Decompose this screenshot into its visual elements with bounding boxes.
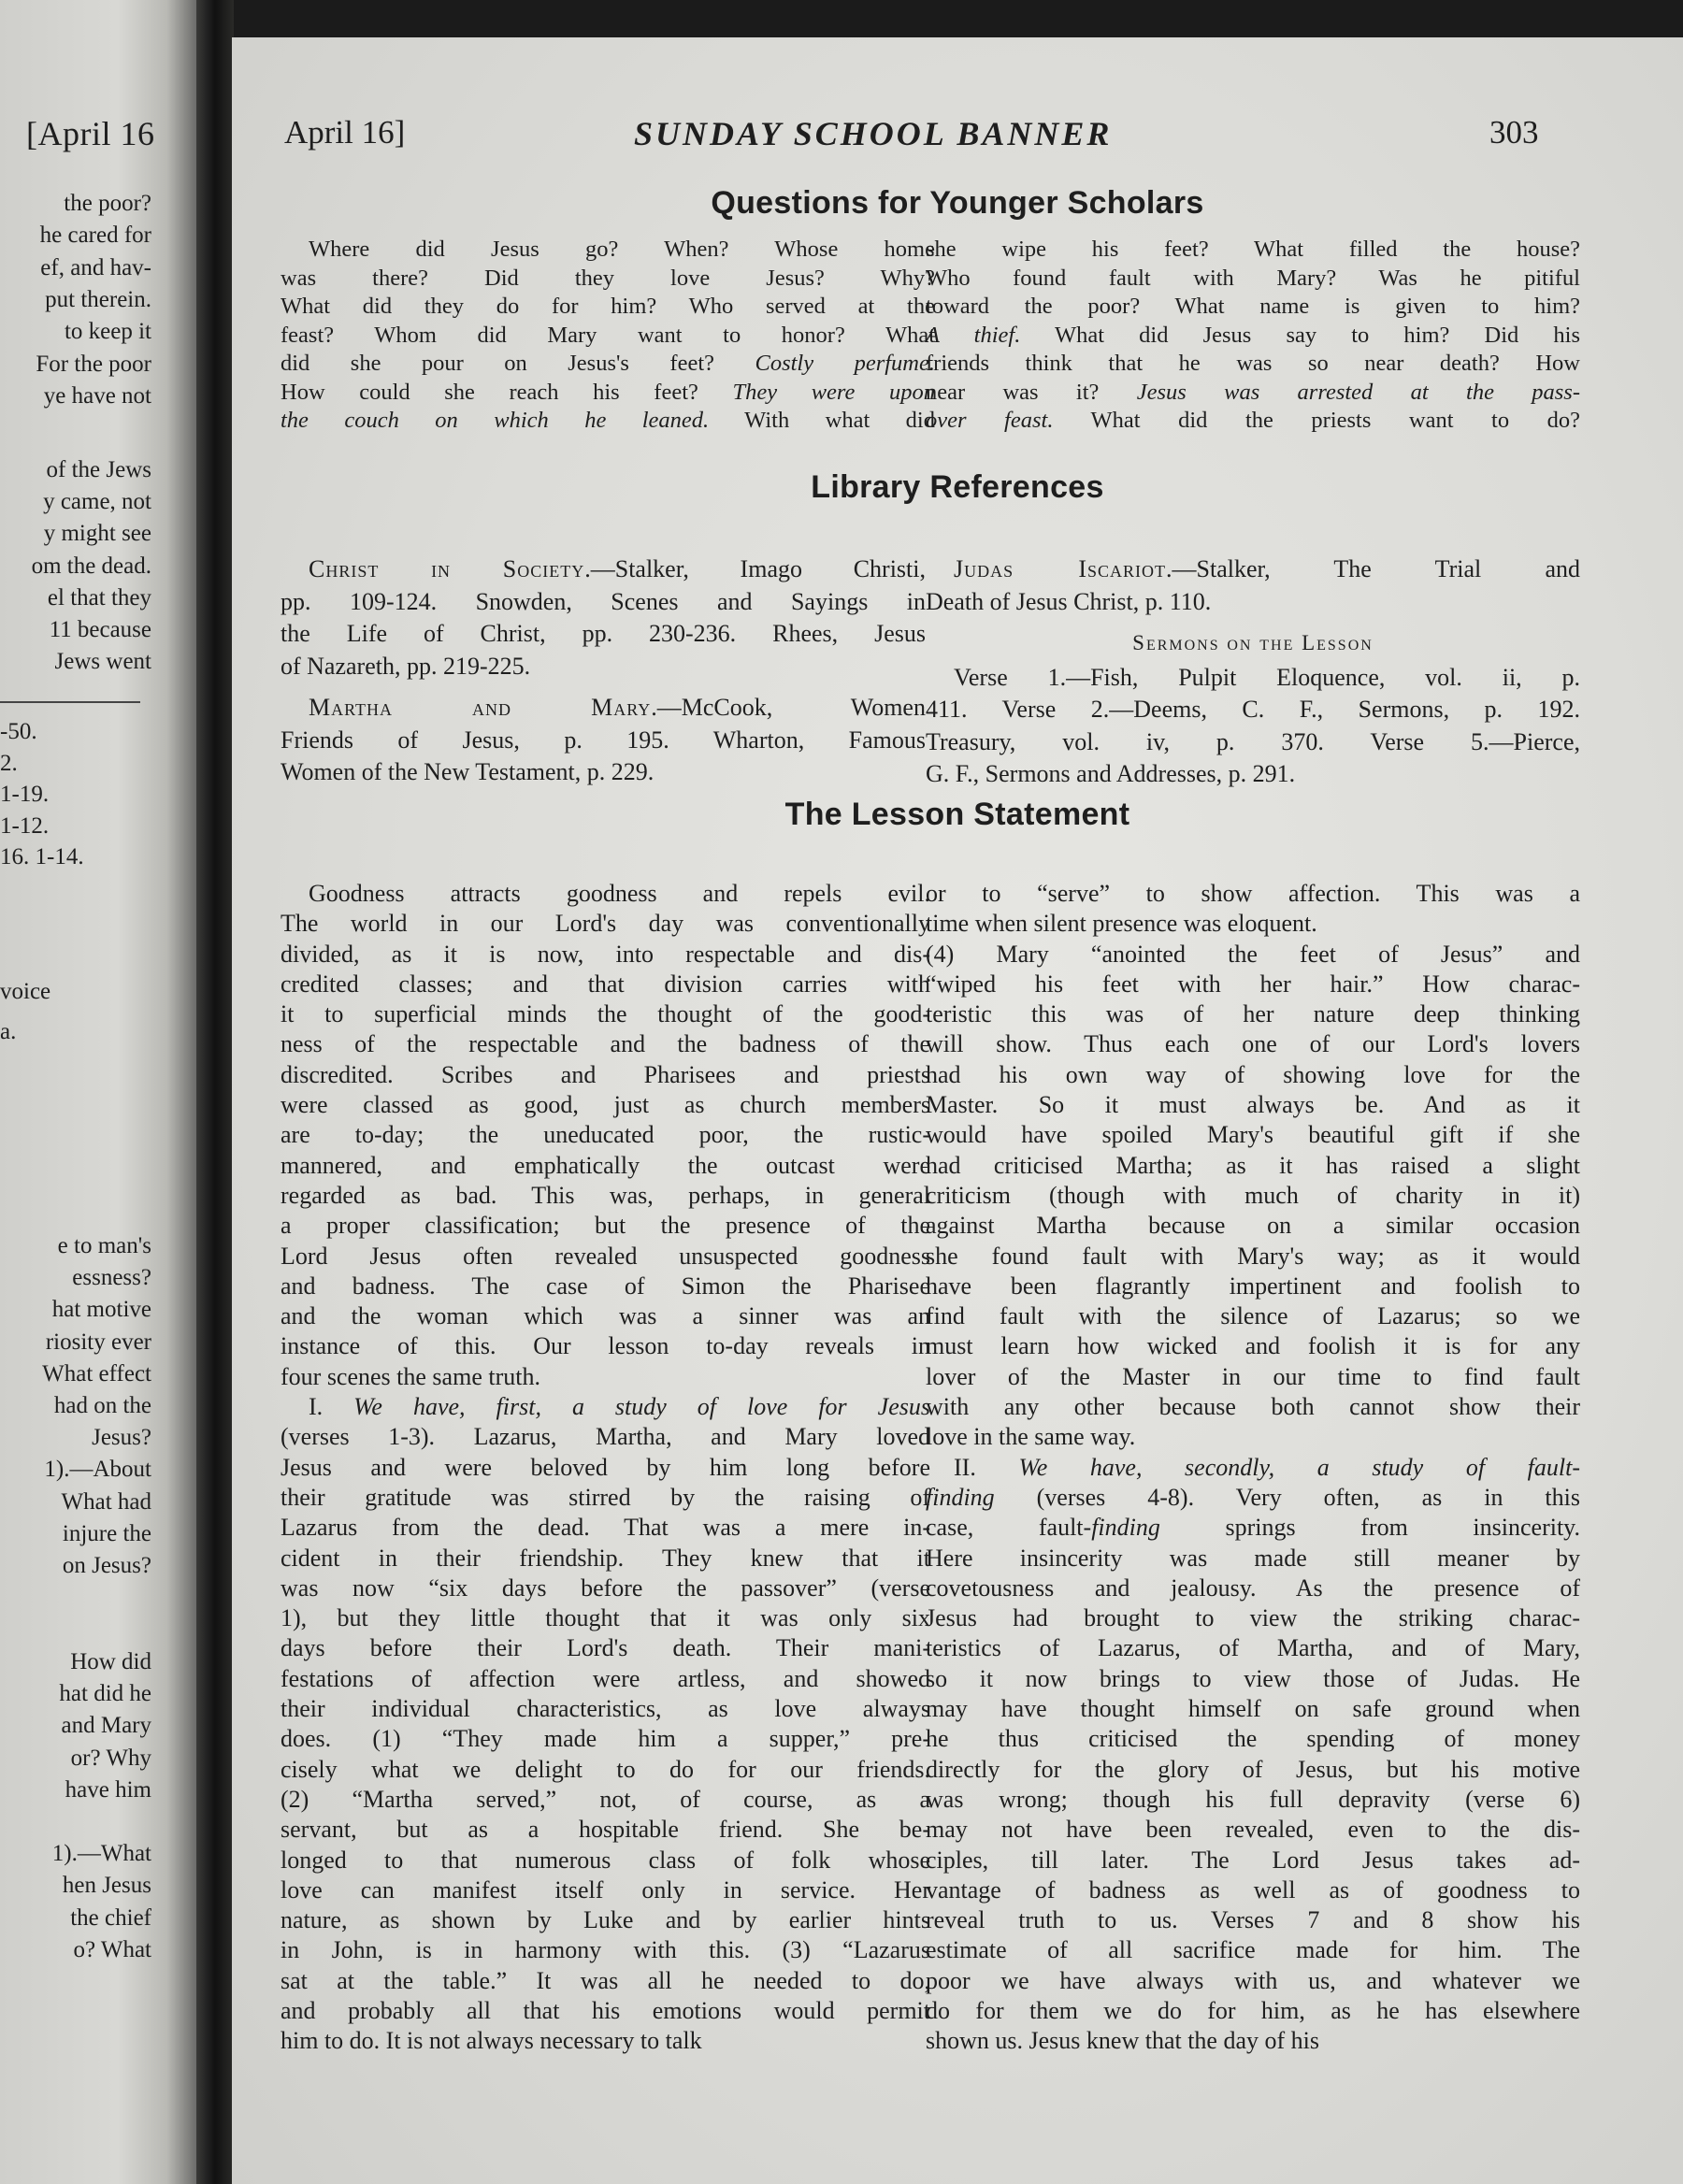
left-page-line: y came, not [43, 489, 151, 515]
left-page-line: 1-12. [0, 812, 50, 839]
text-line: does. (1) “They made him a supper,” pre- [280, 1725, 930, 1753]
text-line: would have spoiled Mary's beautiful gift if she [926, 1121, 1580, 1149]
text-line: Who found fault with Mary? Was he pitiful [926, 265, 1580, 291]
text-line: 411. Verse 2.—Deems, C. F., Sermons, p. 192. [926, 696, 1580, 723]
text-line: festations of affection were artless, and showed [280, 1664, 930, 1692]
text-line: had his own way of showing love for the [926, 1060, 1580, 1088]
text-line: the Life of Christ, pp. 230-236. Rhees, Jesus [280, 620, 926, 647]
main-page [232, 37, 1683, 2184]
text-line: divided, as it is now, into respectable and dis- [280, 940, 930, 968]
text-line: over feast. What did the priests want to do? [926, 408, 1581, 433]
text-line: (verses 1-3). Lazarus, Martha, and Mary loved [280, 1423, 930, 1451]
library-left-column [280, 553, 926, 798]
reference-entry [280, 692, 926, 789]
text-line: was there? Did they love Jesus? Why? [280, 265, 935, 291]
text-line: instance of this. Our lesson to-day reveals in [280, 1332, 930, 1360]
text-line: ciples, till later. The Lord Jesus takes ad- [926, 1846, 1580, 1874]
text-line: covetousness and jealousy. As the presence of [926, 1573, 1580, 1602]
text-line: vantage of badness as well as of goodness to [926, 1875, 1580, 1904]
text-line: sat at the table.” It was all he needed to do, [280, 1966, 930, 1994]
left-page-line: For the poor [36, 351, 151, 377]
left-page-line: the chief [70, 1904, 151, 1931]
left-page-line: or? Why [70, 1745, 151, 1771]
text-line: may have thought himself on safe ground when [926, 1695, 1580, 1723]
left-page-line: What had [61, 1488, 151, 1515]
text-line: 1), but they little thought that it was only six [280, 1604, 930, 1632]
text-line: Here insincerity was made still meaner by [926, 1544, 1580, 1572]
left-page-line: ye have not [43, 382, 151, 409]
left-page-line: 2. [0, 750, 18, 776]
text-line: Where did Jesus go? When? Whose home [309, 237, 935, 262]
left-page-line: o? What [73, 1936, 151, 1962]
text-line: regarded as bad. This was, perhaps, in general [280, 1181, 930, 1209]
text-line: was wrong; though his full depravity (verse 6) [926, 1785, 1580, 1813]
text-line: their gratitude was stirred by the raising of [280, 1483, 930, 1511]
running-header [232, 114, 1683, 161]
left-page-line: 11 because [49, 617, 151, 642]
text-line: (2) “Martha served,” not, of course, as a [280, 1785, 930, 1813]
sermons-entry [926, 662, 1580, 791]
left-page-line: y might see [43, 521, 151, 547]
text-line: nature, as shown by Luke and by earlier hints [280, 1906, 930, 1934]
text-line: was now “six days before the passover” (verse [280, 1573, 930, 1602]
questions-left-column [280, 236, 935, 436]
text-line: the couch on which he leaned. With what did [280, 408, 935, 433]
text-line: Jesus and were beloved by him long before [280, 1453, 930, 1481]
text-line: him to do. It is not always necessary to talk [280, 2027, 702, 2055]
text-line: cident in their friendship. They knew that it [280, 1544, 930, 1572]
text-line: time when silent presence was eloquent. [926, 910, 1317, 938]
left-page-line: have him [65, 1776, 151, 1803]
text-line: Women of the New Testament, p. 229. [280, 758, 654, 785]
text-line: II. We have, secondly, a study of fault- [954, 1453, 1580, 1481]
text-line: Goodness attracts goodness and repels evil. [309, 880, 930, 907]
text-line: do for them we do for him, as he has elsewhere [926, 1996, 1580, 2024]
left-page-line: e to man's [57, 1233, 151, 1258]
text-line: against Martha because on a similar occasion [926, 1212, 1580, 1240]
book-gutter [196, 0, 234, 2184]
text-line: find fault with the silence of Lazarus; so we [926, 1302, 1580, 1330]
text-line: How could she reach his feet? They were upon [280, 379, 936, 405]
text-line: ness of the respectable and the badness of the [280, 1030, 930, 1058]
text-line: in John, is in harmony with this. (3) “Lazarus [280, 1936, 930, 1964]
text-line: lover of the Master in our time to find fault [926, 1362, 1580, 1390]
left-page-line: the poor? [64, 191, 151, 216]
text-line: mannered, and emphatically the outcast were [280, 1151, 930, 1179]
left-facing-page [0, 0, 196, 2184]
text-line: near was it? Jesus was arrested at the pass- [926, 379, 1580, 405]
left-page-line: on Jesus? [62, 1553, 151, 1578]
text-line: Verse 1.—Fish, Pulpit Eloquence, vol. ii, p. [954, 663, 1580, 691]
text-line: Lord Jesus often revealed unsuspected goodness [280, 1242, 930, 1270]
text-line: shown us. Jesus knew that the day of his [926, 2027, 1320, 2055]
text-line: days before their Lord's death. Their mani- [280, 1634, 930, 1662]
text-line: I. We have, first, a study of love for Jesus [309, 1393, 930, 1421]
left-page-line: he cared for [39, 223, 151, 249]
text-line: directly for the glory of Jesus, but his motive [926, 1755, 1580, 1783]
header-date: April 16] [284, 114, 406, 151]
left-page-line: Jews went [54, 649, 151, 675]
text-line: “wiped his feet with her hair.” How charac- [926, 970, 1580, 998]
left-page-line: ef, and hav- [40, 254, 151, 280]
left-page-line: om the dead. [31, 553, 151, 579]
left-page-line: hen Jesus [62, 1873, 151, 1899]
text-line: servant, but as a hospitable friend. She be- [280, 1816, 930, 1844]
text-line: so it now brings to view those of Judas. He [926, 1664, 1580, 1692]
text-line: What did they do for him? Who served at the [280, 294, 935, 319]
text-line: have been flagrantly impertinent and foolish to [926, 1272, 1580, 1300]
text-line: Martha and Mary.—McCook, Women [309, 694, 926, 721]
sermons-heading: Sermons on the Lesson [1132, 631, 1374, 654]
left-page-line: How did [70, 1649, 151, 1674]
text-line: and the woman which was a sinner was an [280, 1302, 930, 1330]
text-line: of Nazareth, pp. 219-225. [280, 652, 531, 680]
text-line: teristics of Lazarus, of Martha, and of Mary, [926, 1634, 1580, 1662]
text-line: pp. 109-124. Snowden, Scenes and Sayings in [280, 587, 926, 615]
text-line: their individual characteristics, as love always [280, 1695, 930, 1723]
left-page-line: of the Jews [46, 457, 151, 482]
text-line: A thief. What did Jesus say to him? Did his [926, 322, 1580, 348]
text-line: had criticised Martha; as it has raised a slight [926, 1151, 1580, 1179]
lesson-title: The Lesson Statement [784, 797, 1130, 832]
text-line: will show. Thus each one of our Lord's lovers [926, 1030, 1580, 1058]
text-line: cisely what we delight to do for our friends. [280, 1755, 930, 1783]
text-line: credited classes; and that division carries with [280, 970, 930, 998]
text-line: may not have been revealed, even to the dis- [926, 1816, 1580, 1844]
left-page-line: essness? [72, 1265, 151, 1291]
lesson-right-column [926, 879, 1580, 2057]
left-page-line: hat motive [51, 1297, 151, 1323]
text-line: Master. So it must always be. And as it [926, 1091, 1580, 1119]
left-page-rule [0, 701, 140, 703]
text-line: criticism (though with much of charity in it) [926, 1181, 1580, 1209]
text-line: toward the poor? What name is given to him? [926, 294, 1580, 319]
text-line: longed to that numerous class of folk whose [280, 1846, 930, 1874]
text-line: four scenes the same truth. [280, 1362, 540, 1390]
text-line: teristic this was of her nature deep thinking [926, 1000, 1580, 1028]
text-line: Treasury, vol. iv, p. 370. Verse 5.—Pierce, [926, 727, 1580, 755]
left-page-line: 16. 1-14. [0, 844, 84, 869]
text-line: case, fault-finding springs from insincerity. [926, 1514, 1580, 1542]
text-line: estimate of all sacrifice made for him. The [926, 1936, 1580, 1964]
left-page-line: and Mary [61, 1713, 151, 1739]
text-line: The world in our Lord's day was conventionally [280, 910, 930, 938]
left-page-line: What effect [42, 1360, 151, 1387]
text-line: Christ in Society.—Stalker, Imago Christi, [309, 555, 926, 582]
library-title: Library References [811, 469, 1104, 505]
text-line: finding (verses 4-8). Very often, as in this [926, 1483, 1580, 1511]
library-right-column [926, 553, 1580, 800]
page-number: 303 [1489, 114, 1539, 151]
reference-entry [280, 553, 926, 682]
text-line: are to-day; the uneducated poor, the rustic- [280, 1121, 930, 1149]
questions-title: Questions for Younger Scholars [711, 185, 1204, 221]
text-line: poor we have always with us, and whatever we [926, 1966, 1580, 1994]
text-line: Judas Iscariot.—Stalker, The Trial and [954, 555, 1581, 582]
text-line: Jesus had brought to view the striking charac- [926, 1604, 1580, 1632]
questions-right-column [926, 236, 1580, 436]
left-page-line: Jesus? [92, 1425, 151, 1451]
text-line: G. F., Sermons and Addresses, p. 291. [926, 760, 1296, 787]
left-page-line: injure the [62, 1520, 151, 1546]
left-page-line: hat did he [59, 1681, 151, 1707]
text-line: with any other because both cannot show their [926, 1393, 1580, 1421]
text-line: or to “serve” to show affection. This was a [926, 880, 1580, 907]
text-line: it to superficial minds the thought of the good- [280, 1000, 930, 1028]
text-line: (4) Mary “anointed the feet of Jesus” and [926, 940, 1580, 968]
left-page-line: put therein. [45, 286, 151, 312]
text-line: she wipe his feet? What filled the house? [926, 237, 1580, 262]
left-page-line: -50. [0, 719, 37, 744]
left-page-line: to keep it [64, 319, 151, 345]
text-line: Lazarus from the dead. That was a mere in- [280, 1514, 930, 1542]
text-line: and badness. The case of Simon the Pharisee [280, 1272, 930, 1300]
text-line: he thus criticised the spending of money [926, 1725, 1580, 1753]
text-line: Friends of Jesus, p. 195. Wharton, Famous [280, 726, 926, 754]
left-page-header: [April 16 [26, 115, 155, 152]
text-line: Death of Jesus Christ, p. 110. [926, 587, 1212, 615]
lesson-left-column [280, 879, 930, 2057]
text-line: love in the same way. [926, 1423, 1136, 1451]
text-line: were classed as good, just as church members [280, 1091, 930, 1119]
reference-entry [926, 553, 1580, 618]
left-page-line: had on the [53, 1393, 151, 1418]
left-page-line: el that they [47, 584, 151, 611]
left-page-line: riosity ever [45, 1329, 151, 1355]
text-line: did she pour on Jesus's feet? Costly perfume. [280, 351, 935, 376]
left-page-line: 1).—About [44, 1457, 151, 1483]
left-page-line: 1-19. [0, 782, 50, 807]
text-line: feast? Whom did Mary want to honor? What [280, 322, 935, 348]
left-page-line: 1).—What [51, 1841, 151, 1867]
text-line: discredited. Scribes and Pharisees and priests [280, 1060, 930, 1088]
header-title: SUNDAY SCHOOL BANNER [634, 115, 1113, 152]
text-line: reveal truth to us. Verses 7 and 8 show his [926, 1906, 1580, 1934]
text-line: and probably all that his emotions would permit [280, 1996, 930, 2024]
text-line: must learn how wicked and foolish it is for any [926, 1332, 1580, 1360]
left-page-line: voice [0, 979, 51, 1004]
text-line: she found fault with Mary's way; as it would [926, 1242, 1580, 1270]
left-page-line: a. [0, 1019, 17, 1044]
text-line: friends think that he was so near death? How [926, 351, 1580, 376]
text-line: love can manifest itself only in service. Her [280, 1875, 930, 1904]
text-line: a proper classification; but the presence of the [280, 1212, 930, 1240]
